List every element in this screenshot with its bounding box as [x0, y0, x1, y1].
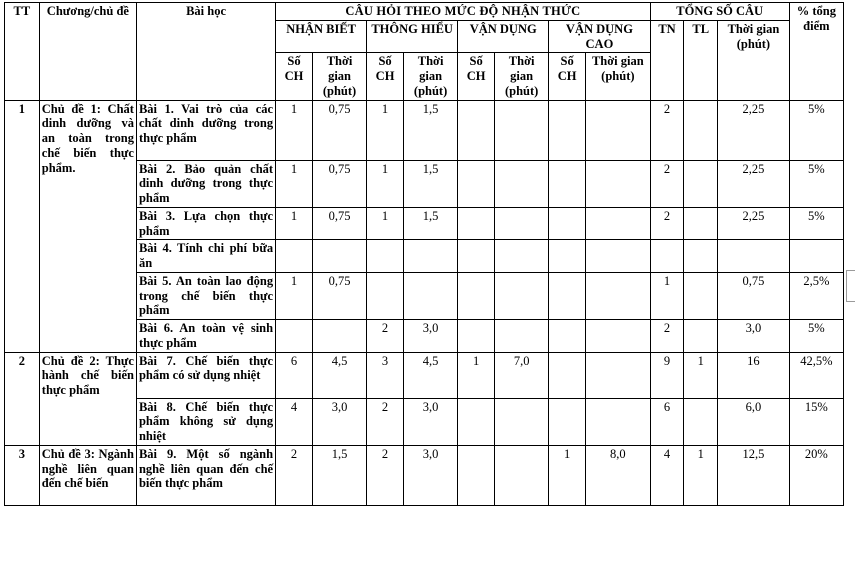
lesson-cell: Bài 2. Bảo quản chất dinh dưỡng trong thực phẩm	[136, 160, 275, 207]
lesson-cell: Bài 4. Tính chi phí bữa ăn	[136, 240, 275, 273]
cell-time: 16	[718, 352, 790, 398]
cell-percent: 2,5%	[789, 272, 843, 319]
cell-tn: 6	[650, 398, 684, 445]
topic-cell: Chủ đề 1: Chất dinh dưỡng và an toàn trong chế biến thực phẩm.	[39, 100, 136, 352]
cell-th-tg: 1,5	[403, 207, 457, 240]
cell-vd-ch	[458, 160, 495, 207]
cell-vd-tg	[495, 160, 549, 207]
row-index-cell: 1	[5, 100, 40, 352]
header-level-1: NHẬN BIẾT	[276, 20, 367, 53]
cell-nb-tg: 3,0	[312, 398, 366, 445]
cell-vdc-tg	[586, 398, 651, 445]
cell-tl	[684, 100, 718, 160]
cell-vd-tg: 7,0	[495, 352, 549, 398]
cell-percent: 5%	[789, 320, 843, 353]
cell-nb-tg	[312, 320, 366, 353]
cell-th-tg: 3,0	[403, 320, 457, 353]
row-index-cell: 2	[5, 352, 40, 445]
cell-nb-tg: 1,5	[312, 445, 366, 505]
cell-percent: 20%	[789, 445, 843, 505]
row-index-cell: 3	[5, 445, 40, 505]
cell-vd-ch	[458, 100, 495, 160]
cell-vdc-ch	[549, 207, 586, 240]
cell-vd-tg	[495, 445, 549, 505]
cell-vdc-ch: 1	[549, 445, 586, 505]
header-level-2: THÔNG HIỂU	[367, 20, 458, 53]
assessment-matrix-table	[4, 2, 844, 506]
header-lesson: Bài học	[136, 3, 275, 101]
cell-vdc-ch	[549, 352, 586, 398]
cell-vd-tg	[495, 240, 549, 273]
cell-time	[718, 240, 790, 273]
cell-nb-ch: 1	[276, 100, 313, 160]
cell-th-tg: 1,5	[403, 100, 457, 160]
header-tt: TT	[5, 3, 40, 101]
cell-vd-tg	[495, 320, 549, 353]
cell-tl	[684, 160, 718, 207]
cell-vdc-tg	[586, 207, 651, 240]
cell-th-ch: 1	[367, 207, 404, 240]
cell-nb-tg: 0,75	[312, 100, 366, 160]
cell-nb-tg: 0,75	[312, 207, 366, 240]
lesson-cell: Bài 6. An toàn vệ sinh thực phẩm	[136, 320, 275, 353]
cell-th-tg: 1,5	[403, 160, 457, 207]
cell-vd-tg	[495, 100, 549, 160]
cell-vd-ch	[458, 207, 495, 240]
cell-nb-ch: 4	[276, 398, 313, 445]
document-page	[0, 2, 855, 575]
cell-nb-tg: 0,75	[312, 160, 366, 207]
cell-tn: 2	[650, 100, 684, 160]
header-total-time: Thời gian (phút)	[718, 20, 790, 100]
cell-tl	[684, 272, 718, 319]
cell-th-ch: 3	[367, 352, 404, 398]
header-level-2-time: Thời gian (phút)	[403, 53, 457, 100]
cell-vdc-tg: 8,0	[586, 445, 651, 505]
header-level-4-time: Thời gian (phút)	[586, 53, 651, 100]
cell-th-ch: 1	[367, 100, 404, 160]
header-level-4: VẬN DỤNG CAO	[549, 20, 650, 53]
cell-percent: 5%	[789, 207, 843, 240]
cell-nb-ch	[276, 240, 313, 273]
cell-percent: 15%	[789, 398, 843, 445]
cell-time: 2,25	[718, 207, 790, 240]
cell-vdc-ch	[549, 272, 586, 319]
table-row	[5, 100, 844, 160]
cell-nb-tg: 0,75	[312, 272, 366, 319]
cell-vdc-tg	[586, 352, 651, 398]
cell-vd-ch: 1	[458, 352, 495, 398]
cell-vdc-ch	[549, 100, 586, 160]
header-level-2-count: Số CH	[367, 53, 404, 100]
cell-nb-tg: 4,5	[312, 352, 366, 398]
cell-th-ch: 2	[367, 398, 404, 445]
header-total-tl: TL	[684, 20, 718, 100]
cell-time: 3,0	[718, 320, 790, 353]
cell-time: 6,0	[718, 398, 790, 445]
cell-tn: 1	[650, 272, 684, 319]
cell-th-tg	[403, 272, 457, 319]
header-level-3: VẬN DỤNG	[458, 20, 549, 53]
header-level-3-count: Số CH	[458, 53, 495, 100]
cell-th-tg	[403, 240, 457, 273]
cell-time: 0,75	[718, 272, 790, 319]
cell-th-ch: 2	[367, 445, 404, 505]
cell-vd-ch	[458, 272, 495, 319]
cell-time: 12,5	[718, 445, 790, 505]
cell-th-ch	[367, 272, 404, 319]
cell-th-tg: 3,0	[403, 445, 457, 505]
cell-vd-ch	[458, 320, 495, 353]
cell-vdc-tg	[586, 160, 651, 207]
cell-tn: 2	[650, 207, 684, 240]
topic-cell: Chủ đề 2: Thực hành chế biến thực phẩm	[39, 352, 136, 445]
header-level-3-time: Thời gian (phút)	[495, 53, 549, 100]
header-total-tn: TN	[650, 20, 684, 100]
cell-vdc-ch	[549, 398, 586, 445]
cell-vdc-ch	[549, 240, 586, 273]
cell-nb-ch	[276, 320, 313, 353]
cell-percent: 5%	[789, 160, 843, 207]
cell-vd-ch	[458, 445, 495, 505]
header-chapter: Chương/chủ đề	[39, 3, 136, 101]
cell-tl	[684, 240, 718, 273]
cell-nb-tg	[312, 240, 366, 273]
cell-vdc-tg	[586, 272, 651, 319]
header-level-4-count: Số CH	[549, 53, 586, 100]
cell-vd-ch	[458, 240, 495, 273]
cell-nb-ch: 1	[276, 160, 313, 207]
header-level-1-count: Số CH	[276, 53, 313, 100]
header-level-1-time: Thời gian (phút)	[312, 53, 366, 100]
header-cognitive-group: CÂU HỎI THEO MỨC ĐỘ NHẬN THỨC	[276, 3, 651, 21]
cell-vdc-tg	[586, 240, 651, 273]
cell-tl: 1	[684, 445, 718, 505]
cell-tn: 4	[650, 445, 684, 505]
header-row-1	[5, 3, 844, 21]
header-total-group: TỔNG SỐ CÂU	[650, 3, 789, 21]
cell-nb-ch: 1	[276, 272, 313, 319]
cell-vdc-ch	[549, 160, 586, 207]
cell-tn: 2	[650, 160, 684, 207]
cell-vd-tg	[495, 272, 549, 319]
cell-th-tg: 3,0	[403, 398, 457, 445]
lesson-cell: Bài 8. Chế biến thực phẩm không sử dụng nhiệt	[136, 398, 275, 445]
cell-vdc-tg	[586, 320, 651, 353]
cell-nb-ch: 2	[276, 445, 313, 505]
lesson-cell: Bài 9. Một số ngành nghề liên quan đến chế biến thực phẩm	[136, 445, 275, 505]
table-body	[5, 100, 844, 505]
cell-vdc-tg	[586, 100, 651, 160]
cell-vd-ch	[458, 398, 495, 445]
cell-percent: 5%	[789, 100, 843, 160]
topic-cell: Chủ đề 3: Ngành nghề liên quan đến chế biến	[39, 445, 136, 505]
cell-tn: 2	[650, 320, 684, 353]
cell-time: 2,25	[718, 100, 790, 160]
cell-th-ch: 1	[367, 160, 404, 207]
cell-tn: 9	[650, 352, 684, 398]
lesson-cell: Bài 3. Lựa chọn thực phẩm	[136, 207, 275, 240]
cell-vdc-ch	[549, 320, 586, 353]
lesson-cell: Bài 7. Chế biến thực phẩm có sử dụng nhiệt	[136, 352, 275, 398]
cell-th-ch: 2	[367, 320, 404, 353]
lesson-cell: Bài 5. An toàn lao động trong chế biến thực phẩm	[136, 272, 275, 319]
cell-tl: 1	[684, 352, 718, 398]
header-percent: % tổng điểm	[789, 3, 843, 101]
cell-time: 2,25	[718, 160, 790, 207]
cell-tl	[684, 398, 718, 445]
table-row	[5, 445, 844, 505]
cell-tl	[684, 320, 718, 353]
page-edge-marker	[846, 270, 855, 302]
cell-th-ch	[367, 240, 404, 273]
cell-percent: 42,5%	[789, 352, 843, 398]
cell-nb-ch: 6	[276, 352, 313, 398]
lesson-cell: Bài 1. Vai trò của các chất dinh dưỡng trong thực phẩm	[136, 100, 275, 160]
cell-vd-tg	[495, 398, 549, 445]
cell-tl	[684, 207, 718, 240]
cell-tn	[650, 240, 684, 273]
cell-vd-tg	[495, 207, 549, 240]
cell-th-tg: 4,5	[403, 352, 457, 398]
table-row	[5, 352, 844, 398]
cell-percent	[789, 240, 843, 273]
cell-nb-ch: 1	[276, 207, 313, 240]
